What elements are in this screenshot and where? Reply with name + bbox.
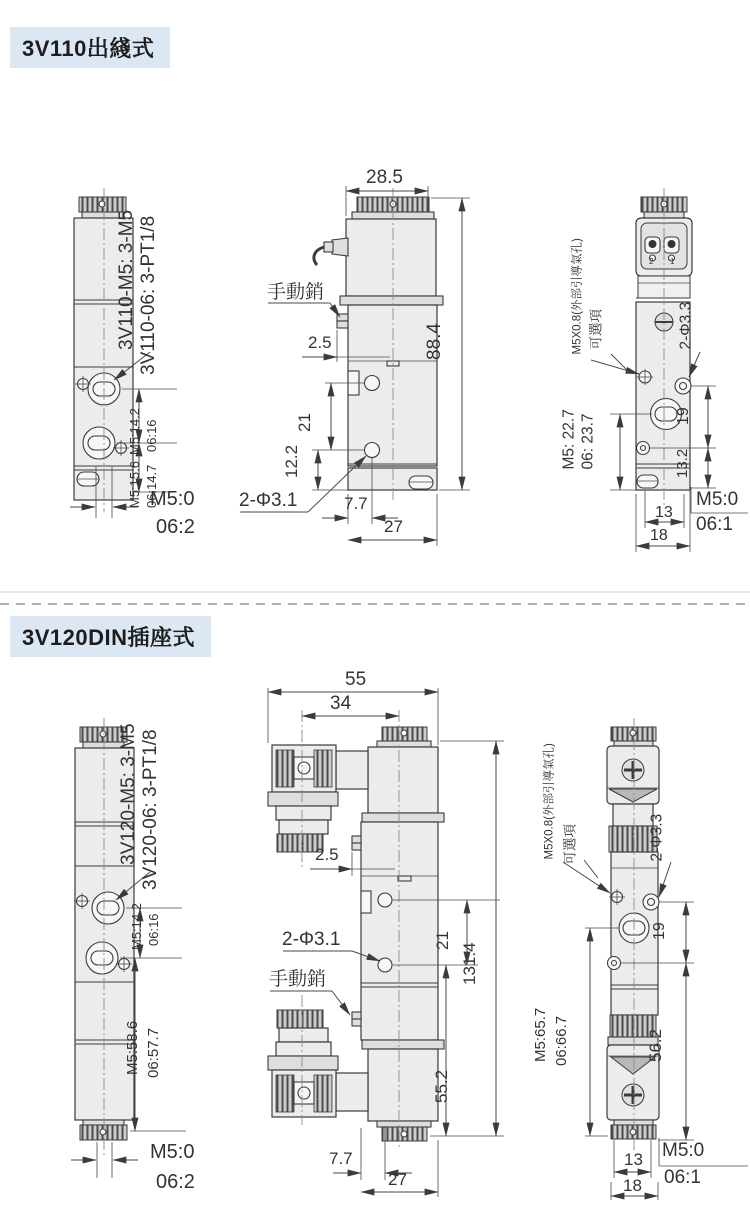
- dim-label: 55.2: [432, 1069, 451, 1103]
- s2-end-view-drawing: [563, 718, 748, 1200]
- dim-label: M5:0: [150, 488, 195, 510]
- dim-label: 27: [388, 1170, 407, 1189]
- dim-label: 06:16: [144, 419, 159, 452]
- dim-label: 2.5: [315, 845, 339, 864]
- dim-label: M5:14.2: [129, 903, 144, 950]
- dim-label: 06:57.7: [145, 1027, 162, 1078]
- dim-label: M5:65.7: [532, 1007, 549, 1062]
- dim-label: 06:1: [664, 1167, 701, 1188]
- dim-label: 13.2: [674, 448, 691, 478]
- holes-callout: 2-Φ3.3: [677, 301, 695, 350]
- dim-label: 06: 23.7: [579, 413, 597, 470]
- dim-label: 18: [623, 1176, 642, 1195]
- dim-label: 19: [651, 922, 668, 940]
- dim-label: M5:0: [150, 1141, 195, 1163]
- holes-callout: 2-Φ3.1: [239, 490, 298, 511]
- model-callout-m5: 3V110-M5: 3-M5: [116, 209, 137, 350]
- dim-label: 56.2: [646, 1028, 665, 1062]
- dim-label: 06:2: [156, 516, 195, 538]
- pilot-port-callout: M5X0.8(外部引導氣孔): [571, 238, 584, 355]
- dim-label: 27: [384, 517, 403, 536]
- dim-label: 19: [675, 407, 692, 425]
- dim-label: 34: [330, 693, 352, 714]
- dim-label: 13: [624, 1150, 643, 1169]
- dim-label: M5:15.6: [127, 461, 142, 508]
- dim-label: M5: 22.7: [560, 409, 578, 470]
- manual-pin-label: 手動銷: [269, 969, 327, 990]
- dim-label: 06:2: [156, 1171, 195, 1193]
- section1-title: 3V110出綫式: [10, 27, 170, 68]
- dim-label: 88.4: [424, 323, 445, 360]
- dim-label: 28.5: [366, 167, 403, 188]
- terminal-number: 2: [649, 257, 654, 266]
- dim-label: 13: [655, 504, 673, 521]
- optional-callout: 可選項: [588, 309, 604, 350]
- manual-pin-label: 手動銷: [267, 282, 325, 303]
- dim-label: M5:0: [662, 1140, 705, 1161]
- model-callout-m5: 3V120-M5: 3-M5: [118, 723, 139, 865]
- dim-label: M5:0: [696, 489, 739, 510]
- dim-label: 2.5: [308, 333, 332, 352]
- dim-label: 06:14.7: [144, 464, 159, 508]
- dim-label: 7.7: [344, 494, 368, 513]
- dim-label: 21: [433, 931, 452, 950]
- dim-label: 06:1: [696, 514, 733, 535]
- pilot-port-callout: M5X0.8(外部引導氣孔): [543, 743, 556, 860]
- terminal-number: 1: [670, 257, 675, 266]
- dim-label: 06:66.7: [553, 1015, 570, 1066]
- dim-label: 21: [295, 413, 314, 432]
- holes-callout: 2-Φ3.1: [282, 929, 341, 950]
- section2-title: 3V120DIN插座式: [10, 616, 211, 657]
- dim-label: 06:16: [146, 913, 161, 946]
- dim-label: 7.7: [329, 1149, 353, 1168]
- holes-callout: 2-Φ3.3: [648, 813, 666, 862]
- model-callout-06: 3V110-06: 3-PT1/8: [138, 215, 159, 375]
- dim-label: 131.4: [460, 942, 479, 985]
- model-callout-06: 3V120-06: 3-PT1/8: [140, 729, 161, 890]
- dim-label: 12.2: [282, 444, 301, 478]
- dim-label: M5:58.6: [124, 1020, 141, 1075]
- dim-label: M5:14.2: [127, 408, 142, 455]
- dim-label: 18: [650, 527, 668, 544]
- optional-callout: 可選項: [562, 824, 578, 865]
- dim-label: 55: [345, 669, 367, 690]
